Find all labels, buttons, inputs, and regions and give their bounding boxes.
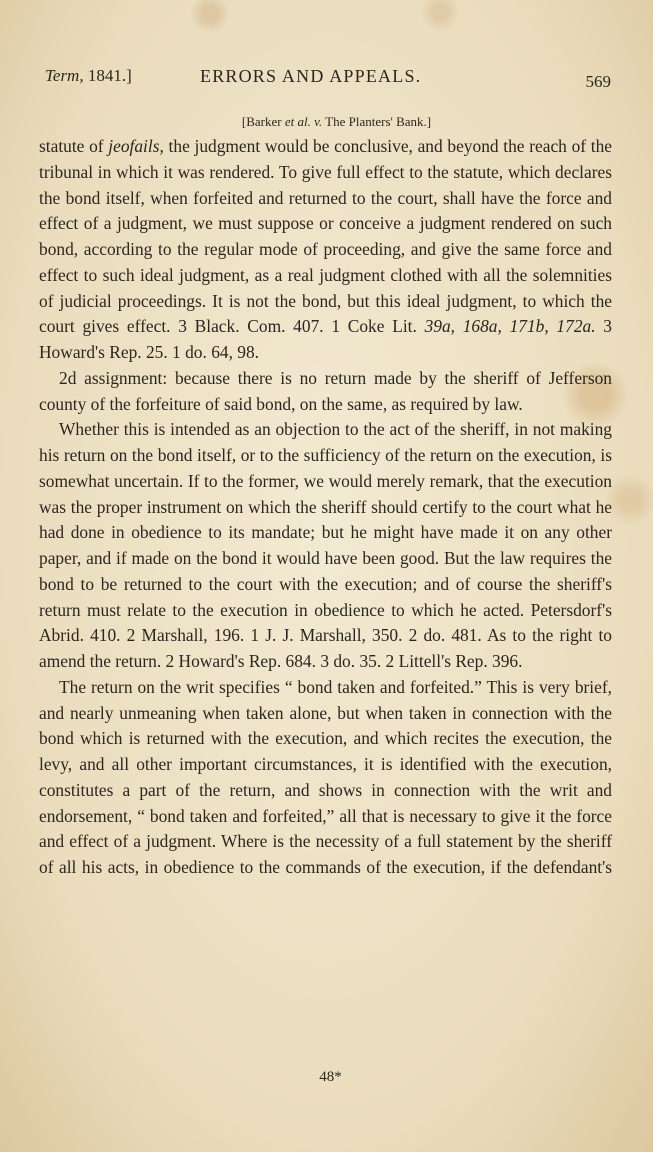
paragraph-1 [39,134,612,366]
header-term-word: Term, [45,66,84,85]
paragraph-1-run: the judgment would be conclusive, and beyond the reach of the tribunal in which it was rendered. To give full effect to the statute, which declares the bond itself, when forfeited and returned to the court, shall have the force and effect of a judgment, we must suppose or conceive a judgment rendered on such bond, according to the regular mode of proceeding, and give the same force and effect to such ideal judgment, as a real judgment clothed with all the solemnities of judicial proceedings. It is not the bond, but this ideal judgment, to which the court gives effect. 3 Black. Com. 407. 1 Coke Lit. [39,136,612,337]
header-title: ERRORS AND APPEALS. [200,66,422,86]
paragraph-1-run: jeofails, [108,136,164,156]
paragraph-1-run: statute of [39,136,109,156]
paragraph-3-run: Whether this is intended as an objection to the act of the sheriff, in not making his return on the bond itself, or to the sufficiency of the return on the execution, is somewhat uncertain. If to the former, we would merely remark, that the execution was the proper instrument on which the sheriff should certify to the court what he had done in obedience to its mandate; but he might have made it on any other paper, and if made on the bond it would have been good. But the law requires the bond to be returned to the court with the execution; and of course the sheriff's return must relate to the execution in obedience to which he acted. Petersdorf's Abrid. 410. 2 Marshall, 196. 1 J. J. Marshall, 350. 2 do. 481. As to the right to amend the return. 2 Howard's Rep. 684. 3 do. 35. 2 Littell's Rep. 396. [39,419,612,671]
case-title-etal: et al. v. [284,114,323,129]
paragraph-4-run: The return on the writ specifies “ bond taken and forfeited.” This is very brief, and nearly unmeaning when taken alone, but when taken in connection with the bond which is returned with the execution, and which recites the execution, the levy, and all other important circumstances, it is identified with the execution, constitutes a part of the return, and shows in connection with the writ and endorsement, “ bond taken and forfeited,” all that is necessary to give it the force and effect of a judgment. Where is the necessity of a full statement by the sheriff of all his acts, in obedience to the commands of the execution, if the defendant's [39,676,612,877]
paragraph-1-run: 3 Howard's Rep. 25. 1 do. 64, 98. [39,316,612,362]
page-number: 569 [585,72,611,91]
case-title-suffix: The Planters' Bank.] [322,114,432,129]
paragraph-2-run: 2d assignment: because there is no return made by the sheriff of Jefferson county of the forfeiture of said bond, on the same, as required by law. [39,367,612,414]
case-title-prefix: [Barker [241,114,285,129]
paragraph-4 [39,675,612,881]
running-header [45,66,611,92]
paragraph-2 [39,366,612,418]
paragraph-3 [39,417,612,675]
paragraph-1-run: 39a, 168a, 171b, 172a. [424,316,596,337]
signature-mark: 48* [319,1069,342,1085]
header-year: 1841.] [87,66,132,85]
body-text [39,134,612,881]
header-term [45,66,132,86]
case-title [0,114,653,130]
